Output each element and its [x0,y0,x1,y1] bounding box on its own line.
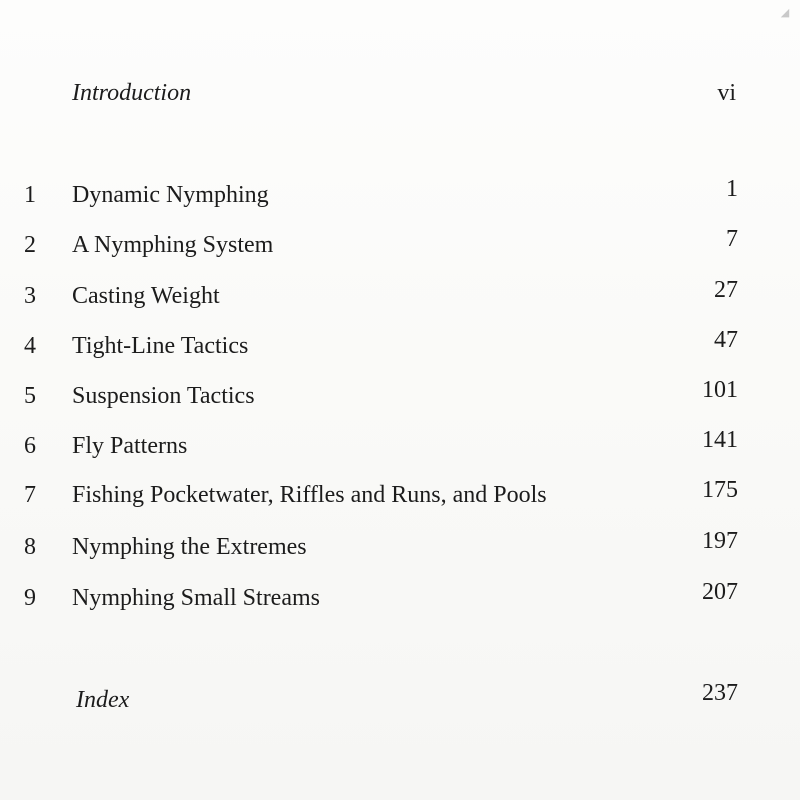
toc-entry-title: Introduction [72,80,192,106]
toc-entry-chapter-8 [0,527,800,567]
toc-entry-page: 1 [726,176,738,202]
toc-entry-chapter-6 [0,426,800,466]
toc-entry-title: Suspension Tactics [72,383,255,409]
toc-entry-index [0,680,800,720]
toc-entry-title: Index [76,687,130,713]
toc-chapter-number: 5 [24,383,36,409]
toc-chapter-number: 3 [24,283,36,309]
toc-entry-page: 141 [702,427,738,453]
toc-entry-title: Nymphing the Extremes [72,534,307,560]
toc-entry-chapter-2 [0,225,800,265]
toc-entry-title: Tight-Line Tactics [72,333,249,359]
toc-entry-page: 7 [726,226,738,252]
toc-entry-page: 101 [702,377,738,403]
toc-chapter-number: 1 [24,182,36,208]
toc-entry-page: 27 [714,277,738,303]
toc-entry-page: 47 [714,327,738,353]
toc-entry-chapter-1 [0,175,800,215]
toc-entry-chapter-5 [0,376,800,416]
toc-chapter-number: 8 [24,534,36,560]
toc-entry-title: A Nymphing System [72,232,274,258]
toc-entry-title: Casting Weight [72,283,220,309]
toc-entry-chapter-4 [0,326,800,366]
toc-chapter-number: 7 [24,482,36,508]
toc-chapter-number: 4 [24,333,36,359]
toc-entry-title: Fly Patterns [72,433,188,459]
toc-chapter-number: 6 [24,433,36,459]
toc-entry-introduction [0,73,800,113]
toc-entry-page: 175 [702,477,738,503]
corner-mark-icon: ◢ [780,7,790,19]
toc-entry-chapter-7 [0,475,800,515]
toc-entry-page: 207 [702,579,738,605]
toc-chapter-number: 2 [24,232,36,258]
toc-entry-page: 197 [702,528,738,554]
toc-entry-title: Fishing Pocketwater, Riffles and Runs, and Pools [72,482,547,508]
toc-entry-title: Dynamic Nymphing [72,182,269,208]
toc-entry-page: vi [717,80,736,106]
toc-entry-title: Nymphing Small Streams [72,585,320,611]
toc-entry-chapter-3 [0,276,800,316]
toc-chapter-number: 9 [24,585,36,611]
toc-entry-chapter-9 [0,578,800,618]
toc-entry-page: 237 [702,680,738,706]
